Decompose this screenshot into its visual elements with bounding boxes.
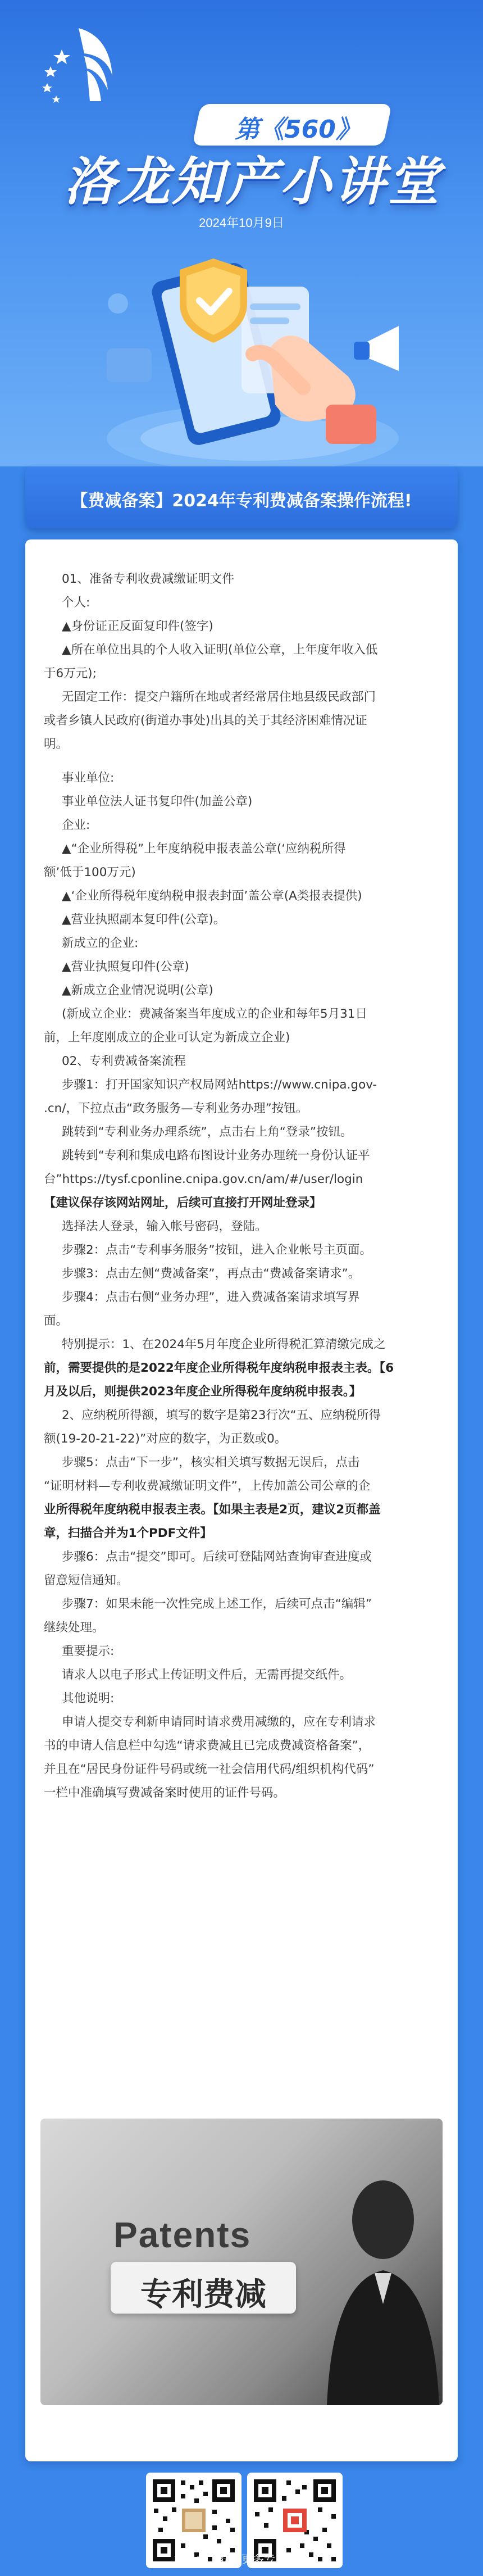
article-title: 【费减备案】2024年专利费减备案操作流程! xyxy=(71,491,412,511)
photo-patents-word: Patents xyxy=(113,2215,252,2255)
article-line: 步骤4：点击右侧“业务办理”，进入费减备案请求填写界 xyxy=(62,1290,360,1304)
publish-date: 2024年10月9日 xyxy=(199,216,284,230)
article-line: .cn/，下拉点击“政务服务—专利业务办理”按钮。 xyxy=(44,1101,308,1115)
stars-and-stripes-logo-icon xyxy=(39,22,124,107)
article-line: ▲“企业所得税”上年度纳税申报表盖公章(‘应纳税所得 xyxy=(62,842,346,856)
article-line: 继续处理。 xyxy=(44,1621,104,1635)
article-line: 01、准备专利收费减缴证明文件 xyxy=(62,572,234,586)
article-line: “证明材料—专利收费减缴证明文件”，上传加盖公司公章的企 xyxy=(44,1479,371,1493)
episode-number: 第《560》 xyxy=(235,115,361,144)
article-line: 一栏中准确填写费减备案时使用的证件号码。 xyxy=(44,1786,286,1800)
article-line: 新成立的企业: xyxy=(62,936,139,950)
article-line: 2、应纳税所得额，填写的数字是第23行次“五、应纳税所得 xyxy=(62,1408,381,1422)
article-line: 留意短信通知。 xyxy=(44,1573,129,1588)
article-line: 台”https://tysf.cponline.cnipa.gov.cn/am/#/user/login xyxy=(44,1172,363,1186)
article-line: 步骤2：点击“专利事务服务”按钮，进入企业帐号主页面。 xyxy=(62,1243,372,1257)
article-line: 书的申请人信息栏中勾选“请求费减且已完成费减资格备案”， xyxy=(44,1739,371,1753)
article-line: 前，需要提供的是2022年度企业所得税年度纳税申报表主表。【6 xyxy=(44,1361,394,1375)
article-line: 并且在“居民身份证件号码或统一社会信用代码/组织机构代码” xyxy=(44,1762,375,1776)
page-title: 洛龙知产小讲堂 xyxy=(63,152,441,212)
article-line: ▲营业执照复印件(公章) xyxy=(62,960,189,974)
article-title-banner xyxy=(25,466,458,528)
footer-caption: 扫一扫，获取更多专业资讯 xyxy=(174,2552,309,2566)
article-line: 额(19-20-21-22)”对应的数字，为正数或0。 xyxy=(44,1432,287,1446)
article-line: 或者乡镇人民政府(街道办事处)出具的关于其经济困难情况证 xyxy=(44,714,367,728)
article-line: ▲‘企业所得税年度纳税申报表封面’盖公章(A类报表提供) xyxy=(62,889,362,903)
article-line: ▲新成立企业情况说明(公章) xyxy=(62,983,213,997)
article-line: 跳转到“专利业务办理系统”，点击右上角“登录”按钮。 xyxy=(62,1125,353,1139)
article-line: 章，扫描合并为1个PDF文件】 xyxy=(44,1526,212,1540)
article-line: 明。 xyxy=(44,737,69,751)
article-line: 步骤7：如果未能一次性完成上述工作，后续可点击“编辑” xyxy=(62,1597,372,1611)
businessman-silhouette-icon xyxy=(304,2158,439,2405)
article-line: 事业单位法人证书复印件(加盖公章) xyxy=(62,795,253,809)
article-line: 申请人提交专利新申请同时请求费用减缴的，应在专利请求 xyxy=(62,1715,376,1729)
article-line: ▲身份证正反面复印件(签字) xyxy=(62,619,213,633)
article-line: 事业单位: xyxy=(62,771,115,785)
article-line: 面。 xyxy=(44,1314,69,1328)
article-line: 跳转到“专利和集成电路布图设计业务办理统一身份认证平 xyxy=(62,1149,370,1163)
article-line: ▲营业执照副本复印件(公章)。 xyxy=(62,913,226,927)
article-line: ▲所在单位出具的个人收入证明(单位公章，上年度年收入低 xyxy=(62,643,378,657)
article-body xyxy=(44,568,443,1805)
article-line: 无固定工作：提交户籍所在地或者经常居住地县级民政部门 xyxy=(62,690,376,704)
article-line: 步骤6：点击“提交”即可。后续可登陆网站查询审查进度或 xyxy=(62,1550,372,1564)
article-line: 请求人以电子形式上传证明文件后，无需再提交纸件。 xyxy=(62,1668,352,1682)
article-line: 02、专利费减备案流程 xyxy=(62,1054,186,1068)
paragraph-spacer xyxy=(44,756,443,767)
article-line: 企业: xyxy=(62,818,90,832)
article-line: (新成立企业：费减备案当年度成立的企业和每年5月31日 xyxy=(62,1007,367,1021)
patents-photo xyxy=(40,2119,443,2405)
article-line: 步骤3：点击左侧“费减备案”，再点击“费减备案请求”。 xyxy=(62,1267,361,1281)
article-line: 于6万元); xyxy=(44,666,97,681)
hero-header xyxy=(0,0,483,466)
article-line: 步骤1：打开国家知识产权局网站https://www.cnipa.gov- xyxy=(62,1078,377,1092)
article-line: 其他说明: xyxy=(62,1691,115,1706)
article-line: 额’低于100万元) xyxy=(44,865,136,879)
article-line: 选择法人登录，输入帐号密码，登陆。 xyxy=(62,1219,267,1233)
article-line: 个人: xyxy=(62,596,90,610)
phone-shield-megaphone-illustration xyxy=(84,236,421,466)
article-line: 特别提示：1、在2024年5月年度企业所得税汇算清缴完成之 xyxy=(62,1337,386,1352)
article-line: 业所得税年度纳税申报表主表。【如果主表是2页，建议2页都盖 xyxy=(44,1503,381,1517)
article-line: 月及以后，则提供2023年度企业所得税年度纳税申报表。】 xyxy=(44,1385,362,1399)
article-line: 步骤5：点击“下一步”，核实相关填写数据无误后，点击 xyxy=(62,1455,360,1470)
photo-tag-text: 专利费减 xyxy=(140,2276,266,2313)
article-line: 重要提示: xyxy=(62,1644,115,1658)
article-line: 【建议保存该网站网址，后续可直接打开网址登录】 xyxy=(44,1196,322,1210)
article-line: 前，上年度刚成立的企业可认定为新成立企业) xyxy=(44,1031,290,1045)
photo-tag-card xyxy=(111,2262,296,2314)
